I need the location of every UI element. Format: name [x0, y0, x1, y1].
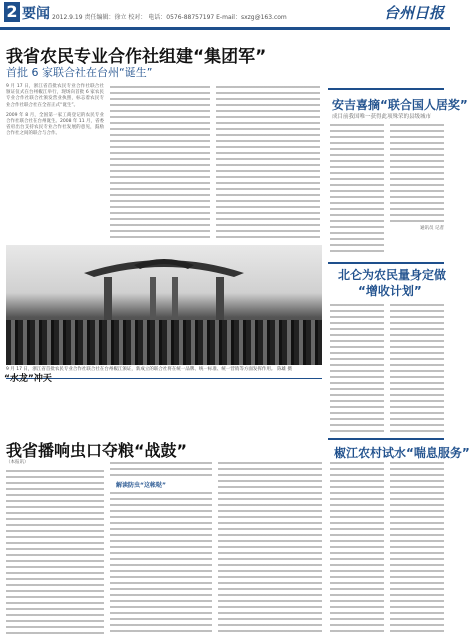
lead-column-3	[216, 86, 320, 241]
lead-column-2	[110, 86, 210, 241]
newspaper-logo: 台州日报	[383, 4, 444, 22]
side2-rule	[328, 262, 444, 264]
lead-photo	[6, 245, 322, 365]
side2-column-2	[390, 304, 444, 432]
lower-box-label: 解读防虫“这帐哒”	[116, 482, 166, 489]
lower-headline: 我省播响虫口夺粮“战鼓”	[6, 441, 188, 460]
side1-headline: 安吉喜摘“联合国人居奖”	[332, 98, 468, 112]
masthead-meta: 2012.9.19 责任编辑：徐立 校对： 电话：0576-88757197 E-mail：sxzg@163.com	[52, 14, 287, 21]
lower-column-1	[6, 470, 104, 634]
lead-paragraph-1: 9 月 17 日，浙江省首批农民专业合作社联合社颁证仪式在台州椒江举行，现场向首批 6 家农民专业合作社联合社颁发营业执照，标志着农民专业合作社联合社在全省正式“诞生”。	[6, 84, 104, 108]
side1-byline: 通讯员 记者	[420, 226, 444, 231]
lead-subheadline: 首批 6 家联合社在台州“诞生”	[6, 66, 153, 79]
lead-photo-caption	[6, 367, 322, 373]
section-name: 要闻	[22, 6, 50, 22]
lower-column-3	[218, 462, 322, 634]
page-number: 2	[4, 2, 20, 22]
side3-headline: 椒江农村试水“喘息服务”	[334, 446, 470, 460]
side2-headline-2: “增收计划”	[358, 284, 422, 298]
side2-headline: 北仑为农民量身定做	[338, 268, 447, 282]
masthead	[0, 0, 450, 30]
side2-column-1	[330, 304, 384, 432]
lower-tag: （本报讯）	[6, 460, 29, 465]
section-rule	[6, 378, 322, 379]
crowd-silhouette	[6, 320, 322, 365]
side1-rule	[328, 88, 444, 90]
side1-column-1	[330, 124, 384, 256]
lead-column-1	[6, 84, 104, 242]
photographer: 陈雄 摄	[277, 367, 292, 372]
gate-illustration	[84, 253, 244, 323]
photo-label: “水龙”冲天	[4, 374, 52, 384]
lower-column-2	[110, 492, 212, 634]
side1-column-2	[390, 124, 444, 224]
side3-rule	[328, 438, 444, 440]
caption-text: 9 月 17 日，浙江省首批农民专业合作社联合社在台州椒江颁证，新成立的联合社将在统一品牌、统一标准、统一营销等方面发挥作用。	[6, 367, 276, 372]
lead-paragraph-2: 2009 年 8 月，全国第一家工商登记的农民专业合作社联合社在台州诞生。2008 年 11 月，省委省府出台支持农民专业合作社发展的意见，鼓励合作社之间的联合与合作。	[6, 112, 104, 137]
lead-headline: 我省农民专业合作社组建“集团军”	[6, 47, 267, 67]
side3-column-1	[330, 462, 384, 634]
side1-subheadline: 成目前我国唯一获得此项殊荣的县级城市	[332, 114, 432, 120]
lower-column-2-top	[110, 462, 212, 476]
side3-column-2	[390, 462, 444, 634]
